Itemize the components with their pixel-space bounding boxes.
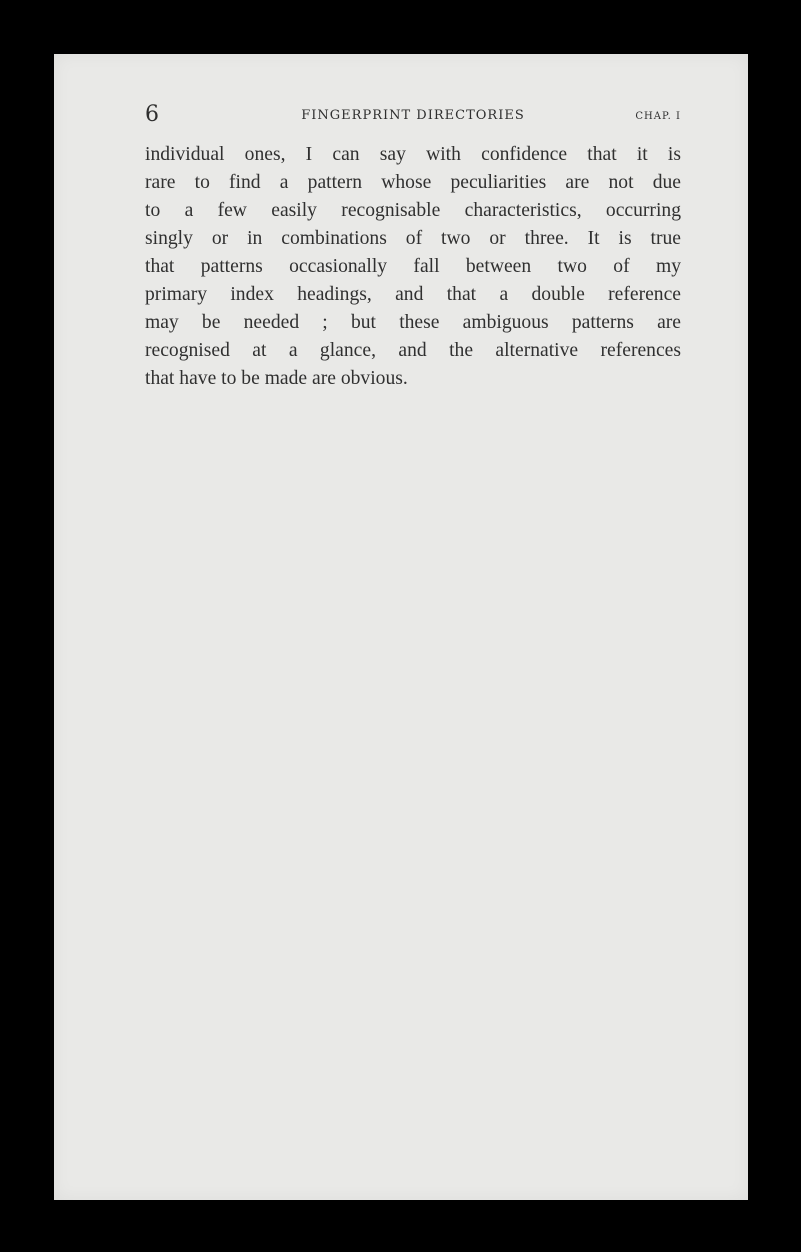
running-title: FINGERPRINT DIRECTORIES (301, 108, 525, 123)
text-line: rare to find a pattern whose peculiarities are not due (145, 172, 681, 193)
body-paragraph (145, 141, 681, 393)
text-line: may be needed ; but these ambiguous patterns are (145, 312, 681, 333)
text-line: to a few easily recognisable characteristics, occurring (145, 200, 681, 221)
text-line: singly or in combinations of two or three. It is true (145, 228, 681, 249)
text-line: individual ones, I can say with confidence that it is (145, 144, 681, 165)
page-number: 6 (145, 102, 159, 127)
text-line: primary index headings, and that a double reference (145, 284, 681, 305)
text-line: recognised at a glance, and the alternative references (145, 340, 681, 361)
chapter-label: CHAP. I (635, 111, 681, 122)
text-line: that patterns occasionally fall between two of my (145, 256, 681, 277)
page-header (145, 100, 681, 130)
text-line: that have to be made are obvious. (145, 368, 408, 389)
